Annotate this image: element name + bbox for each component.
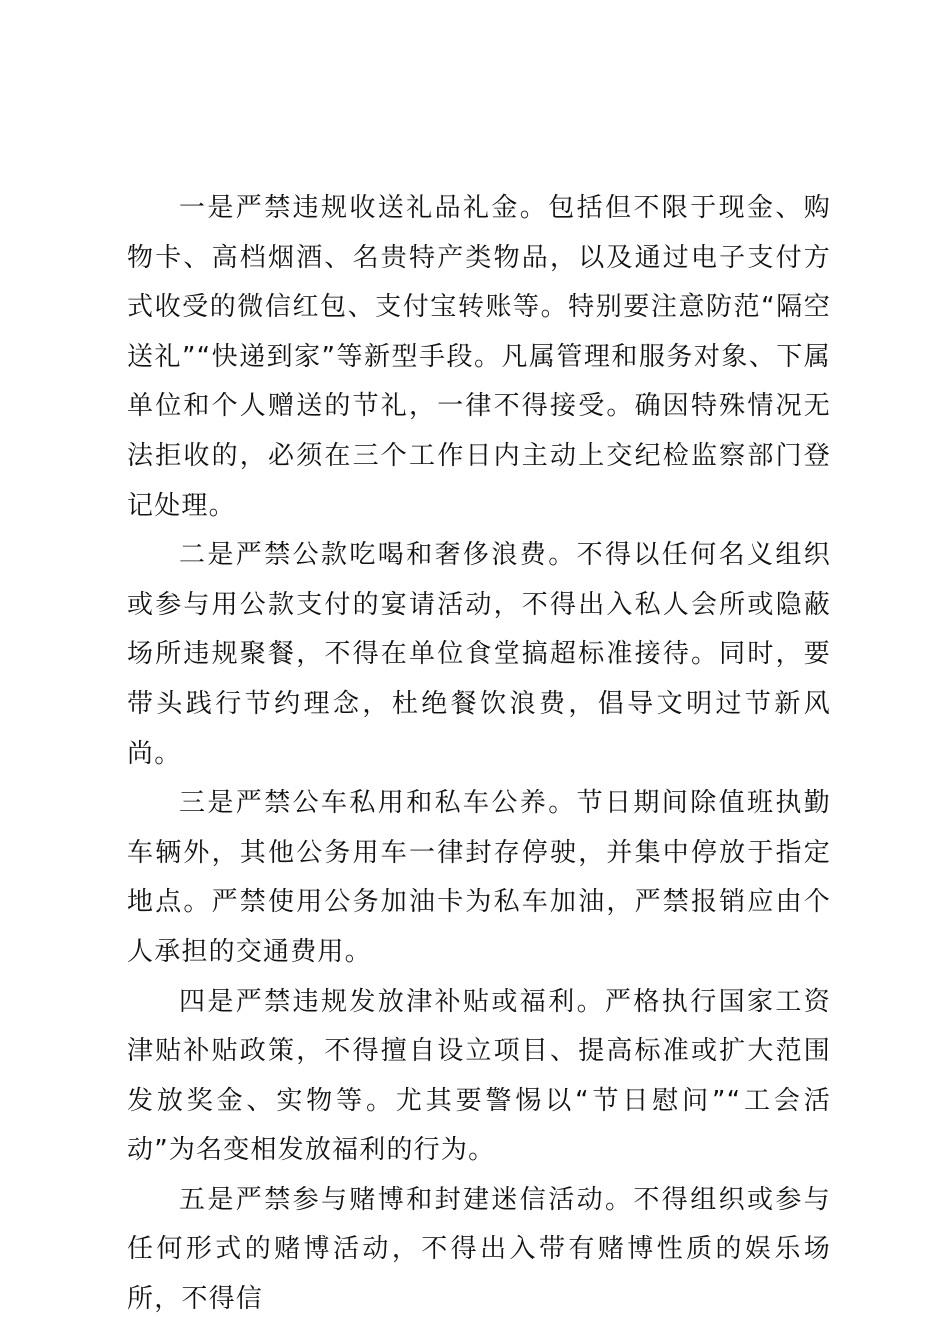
document-page bbox=[127, 184, 831, 1325]
paragraph-allowances: 四是严禁违规发放津补贴或福利。严格执行国家工资津贴补贴政策，不得擅自设立项目、提高标准或扩大范围发放奖金、实物等。尤其要警惕以“节日慰问”“工会活动”为名变相发放福利的行为。 bbox=[127, 986, 831, 1166]
paragraph-gambling: 五是严禁参与赌博和封建迷信活动。不得组织或参与任何形式的赌博活动，不得出入带有赌博性质的娱乐场所，不得信 bbox=[127, 1184, 831, 1315]
paragraph-vehicles: 三是严禁公车私用和私车公养。节日期间除值班执勤车辆外，其他公务用车一律封存停驶，并集中停放于指定地点。严禁使用公务加油卡为私车加油，严禁报销应由个人承担的交通费用。 bbox=[127, 788, 831, 967]
paragraph-gifts: 一是严禁违规收送礼品礼金。包括但不限于现金、购物卡、高档烟酒、名贵特产类物品，以及通过电子支付方式收受的微信红包、支付宝转账等。特别要注意防范“隔空送礼”“快递到家”等新型手段。凡属管理和服务对象、下属单位和个人赠送的节礼，一律不得接受。确因特殊情况无法拒收的，必须在三个工作日内主动上交纪检监察部门登记处理。 bbox=[127, 193, 831, 521]
paragraph-banquets: 二是严禁公款吃喝和奢侈浪费。不得以任何名义组织或参与用公款支付的宴请活动，不得出入私人会所或隐蔽场所违规聚餐，不得在单位食堂搞超标准接待。同时，要带头践行节约理念，杜绝餐饮浪费，倡导文明过节新风尚。 bbox=[127, 540, 831, 769]
